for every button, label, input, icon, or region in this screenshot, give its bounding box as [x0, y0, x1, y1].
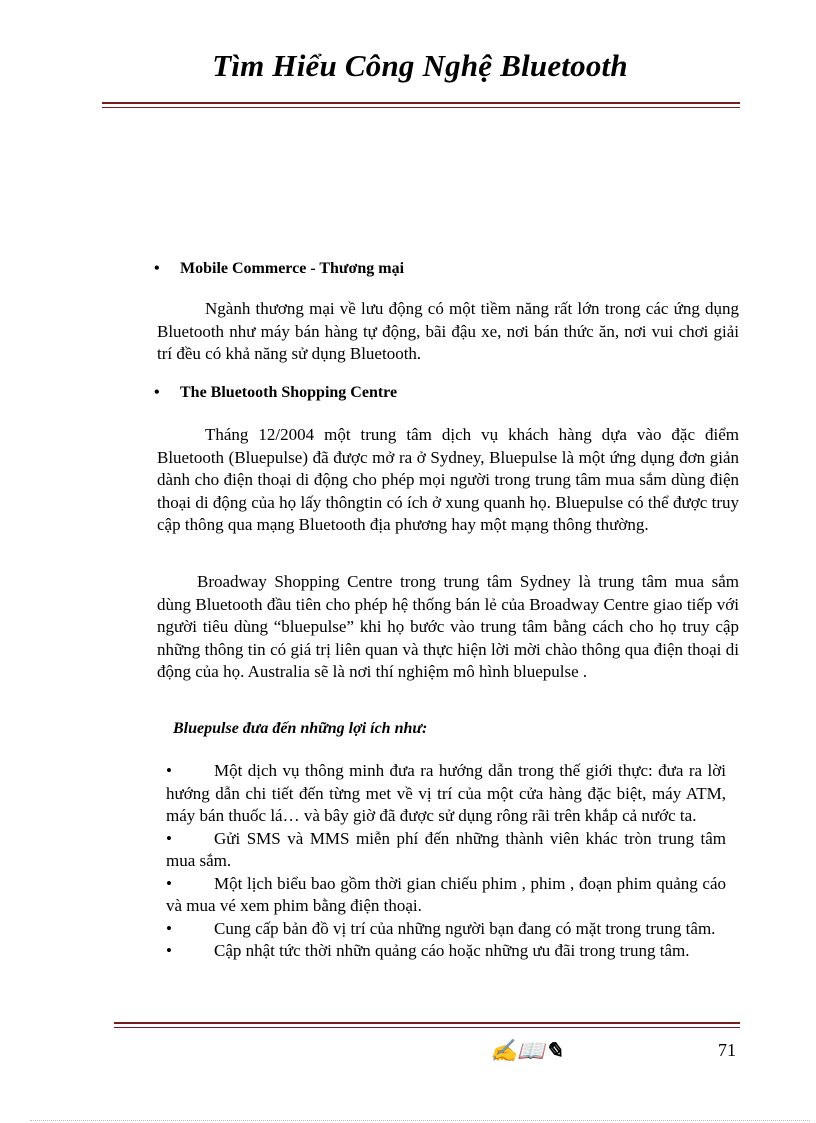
page-number: 71	[718, 1040, 736, 1060]
list-item: • Cung cấp bản đồ vị trí của những người bạn đang có mặt trong trung tâm.	[166, 918, 726, 941]
bullet-icon: •	[166, 873, 172, 893]
list-item: • Gửi SMS và MMS miễn phí đến những thành viên khác tròn trung tâm mua sắm.	[166, 828, 726, 870]
bullet-icon: •	[154, 260, 160, 277]
header-rule-thin	[102, 107, 740, 108]
bullet-icon: •	[166, 828, 172, 848]
shopping-centre-text-1: Tháng 12/2004 một trung tâm dịch vụ khách hàng dựa vào đặc điểm Bluetooth (Bluepulse) đã được mở ra ở Sydney, Bluepulse là một ứng dụng đơn giản dành cho điện thoại di động cho phép mọi người trong trung tâm mua sắm dùng điện thoại di động của họ lấy thôngtin có ích ở xung quanh họ. Bluepulse có thể được truy cập thông qua mạng Bluetooth địa phương hay một mạng thông thường.	[157, 425, 739, 534]
mobile-commerce-text: Ngành thương mại về lưu động có một tiềm năng rất lớn trong các ứng dụng Bluetooth như máy bán hàng tự động, bãi đậu xe, nơi bán thức ăn, nơi vui chơi giải trí đều có khả năng sử dụng Bluetooth.	[157, 299, 739, 363]
bullet-icon: •	[166, 761, 172, 780]
list-item: • Một dịch vụ thông minh đưa ra hướng dẫn trong thế giới thực: đưa ra lời hướng dẫn chi tiết đến từng met về vị trí của một cửa hàng đặc biệt, máy ATM, máy bán thuốc lá… và bây giờ đã được sử dụng rông rãi trên khắp cả nước ta.	[166, 761, 726, 825]
benefits-heading: Bluepulse đưa đến những lợi ích như:	[173, 720, 428, 737]
section-heading-shopping-centre: • The Bluetooth Shopping Centre	[154, 384, 398, 401]
bullet-icon: •	[166, 941, 172, 960]
list-item: • Một lịch biểu bao gồm thời gian chiếu phim , phim , đoạn phim quảng cáo và mua vé xem phim bằng điện thoại.	[166, 873, 726, 915]
page-title: Tìm Hiểu Công Nghệ Bluetooth	[212, 48, 628, 83]
shopping-centre-text-2: Broadway Shopping Centre trong trung tâm Sydney là trung tâm mua sắm dùng Bluetooth đầu tiên cho phép hệ thống bán lẻ của Broadway Centre giao tiếp với người tiêu dùng “bluepulse” khi họ bước vào trung tâm bằng cách cho họ truy cập những thông tin có giá trị liên quan và thực hiện lời mời chào thông qua điện thoại di động của họ. Australia sẽ là nơi thí nghiệm mô hình bluepulse .	[157, 572, 739, 681]
section-heading-mobile-commerce: • Mobile Commerce - Thương mại	[154, 260, 405, 277]
footer-rule-thin	[114, 1027, 740, 1028]
footer-ornament-icon: ✍📖✎	[490, 1038, 564, 1063]
header-rule	[102, 102, 740, 104]
benefits-list	[166, 760, 726, 963]
list-item: • Cập nhật tức thời nhữn quảng cáo hoặc những ưu đãi trong trung tâm.	[166, 940, 726, 963]
footer-rule	[114, 1022, 740, 1024]
page-edge-divider	[30, 1120, 810, 1121]
bullet-icon: •	[154, 384, 160, 401]
bullet-icon: •	[166, 918, 172, 938]
